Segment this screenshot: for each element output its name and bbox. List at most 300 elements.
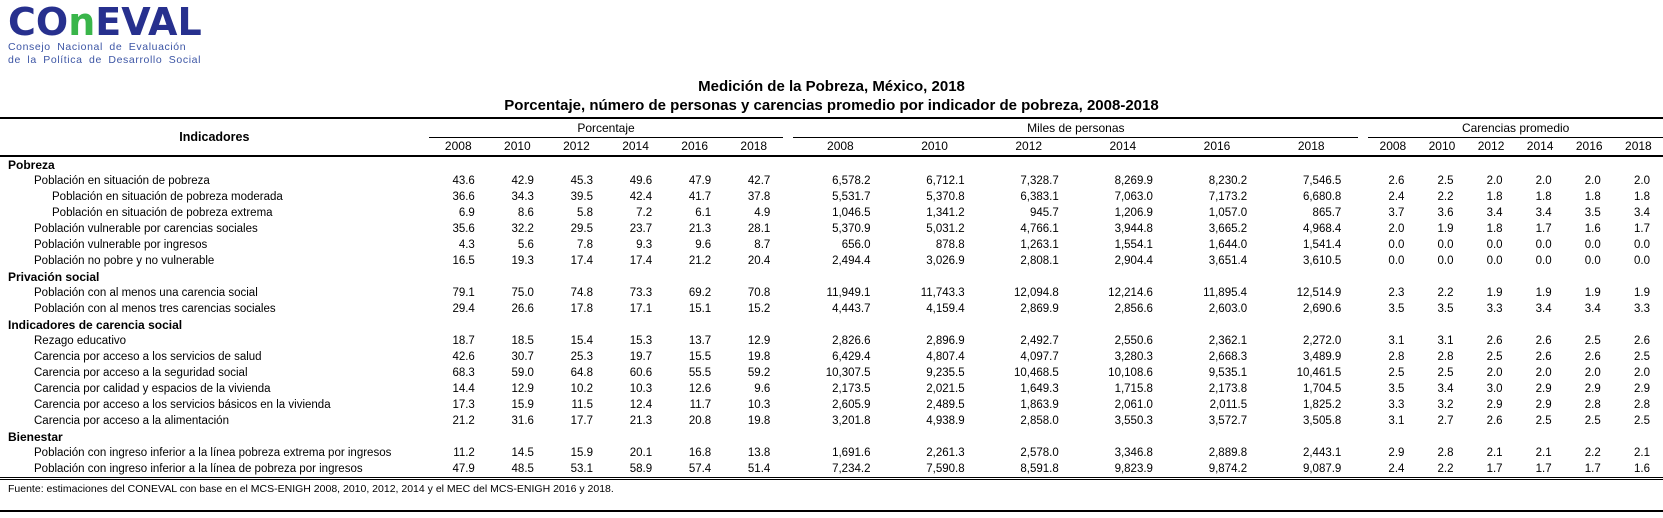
value-cell-mil: 2,858.0 bbox=[1020, 415, 1059, 427]
value-cell-car: 2.0 bbox=[1634, 367, 1650, 379]
value-cell-mil: 2,603.0 bbox=[1208, 303, 1248, 315]
value-cell-pct: 37.8 bbox=[747, 191, 771, 203]
value-cell-pct: 7.8 bbox=[577, 239, 594, 251]
value-cell-mil: 12,214.6 bbox=[1108, 287, 1153, 299]
column-gap bbox=[783, 413, 793, 429]
column-gap bbox=[783, 381, 793, 397]
value-cell-pct: 42.4 bbox=[629, 191, 653, 203]
value-cell-pct: 35.6 bbox=[452, 223, 475, 235]
value-cell-pct: 23.7 bbox=[629, 223, 653, 235]
value-cell-pct: 79.1 bbox=[452, 287, 475, 299]
year-header: 2016 bbox=[665, 137, 724, 156]
column-gap bbox=[783, 365, 793, 381]
value-cell-pct: 18.5 bbox=[511, 335, 534, 347]
value-cell-car: 2.0 bbox=[1486, 367, 1503, 379]
value-cell-pct: 6.1 bbox=[695, 207, 712, 219]
value-cell-pct: 26.6 bbox=[511, 303, 534, 315]
value-cell-mil: 11,949.1 bbox=[826, 287, 871, 299]
value-cell-pct: 12.6 bbox=[688, 383, 712, 395]
value-cell-pct: 29.4 bbox=[452, 303, 475, 315]
value-cell-pct: 15.4 bbox=[570, 335, 594, 347]
value-cell-pct: 8.7 bbox=[754, 239, 771, 251]
column-gap bbox=[1358, 237, 1368, 253]
table-row bbox=[0, 205, 1663, 221]
value-cell-car: 2.0 bbox=[1584, 175, 1601, 187]
value-cell-mil: 3,489.9 bbox=[1302, 351, 1342, 363]
column-gap bbox=[783, 301, 793, 317]
value-cell-mil: 2,826.6 bbox=[832, 335, 871, 347]
value-cell-car: 1.9 bbox=[1634, 287, 1650, 299]
value-cell-car: 3.4 bbox=[1535, 303, 1552, 315]
indicators-column-header: Indicadores bbox=[0, 118, 429, 156]
value-cell-pct: 59.2 bbox=[747, 367, 771, 379]
value-cell-pct: 19.8 bbox=[747, 351, 771, 363]
column-gap bbox=[783, 285, 793, 301]
value-cell-pct: 68.3 bbox=[452, 367, 475, 379]
value-cell-car: 2.8 bbox=[1634, 399, 1650, 411]
table-row bbox=[0, 365, 1663, 381]
value-cell-pct: 10.3 bbox=[747, 399, 771, 411]
value-cell-pct: 43.6 bbox=[452, 175, 475, 187]
year-header: 2008 bbox=[1368, 137, 1417, 156]
value-cell-car: 3.1 bbox=[1437, 335, 1454, 347]
value-cell-mil: 2,492.7 bbox=[1020, 335, 1059, 347]
value-cell-car: 0.0 bbox=[1634, 239, 1650, 251]
value-cell-mil: 2,808.1 bbox=[1020, 255, 1059, 267]
year-header: 2010 bbox=[488, 137, 547, 156]
value-cell-mil: 9,823.9 bbox=[1076, 461, 1170, 479]
value-cell-mil: 1,554.1 bbox=[1114, 239, 1153, 251]
value-cell-mil: 7,063.0 bbox=[1114, 191, 1153, 203]
value-cell-car: 2.5 bbox=[1634, 351, 1650, 363]
value-cell-pct: 15.9 bbox=[511, 399, 534, 411]
value-cell-mil: 6,383.1 bbox=[1020, 191, 1059, 203]
year-header: 2018 bbox=[724, 137, 783, 156]
value-cell-mil: 10,461.5 bbox=[1296, 367, 1342, 379]
indicator-label: Carencia por calidad y espacios de la vivienda bbox=[34, 383, 271, 395]
table-row bbox=[0, 333, 1663, 349]
value-cell-pct: 15.1 bbox=[688, 303, 712, 315]
value-cell-pct: 73.3 bbox=[629, 287, 653, 299]
value-cell-mil: 878.8 bbox=[935, 239, 965, 251]
value-cell-mil: 2,061.0 bbox=[1114, 399, 1153, 411]
value-cell-mil: 865.7 bbox=[1312, 207, 1342, 219]
value-cell-pct: 9.6 bbox=[695, 239, 712, 251]
year-header: 2014 bbox=[606, 137, 665, 156]
value-cell-pct: 48.5 bbox=[488, 461, 547, 479]
column-gap bbox=[783, 333, 793, 349]
value-cell-pct: 19.7 bbox=[629, 351, 653, 363]
value-cell-mil: 4,938.9 bbox=[926, 415, 965, 427]
value-cell-car: 2.0 bbox=[1388, 223, 1405, 235]
value-cell-pct: 8.6 bbox=[517, 207, 534, 219]
value-cell-car: 2.6 bbox=[1535, 351, 1552, 363]
value-cell-car: 0.0 bbox=[1437, 255, 1454, 267]
indicator-label: Población con ingreso inferior a la línea pobreza extrema por ingresos bbox=[34, 447, 392, 459]
year-header: 2014 bbox=[1516, 137, 1565, 156]
column-gap bbox=[783, 237, 793, 253]
value-cell-pct: 17.3 bbox=[452, 399, 475, 411]
indicator-label: Población con al menos una carencia social bbox=[34, 287, 258, 299]
value-cell-mil: 2,668.3 bbox=[1208, 351, 1248, 363]
column-gap bbox=[1358, 413, 1368, 429]
table-row bbox=[0, 221, 1663, 237]
value-cell-car: 3.4 bbox=[1437, 383, 1454, 395]
value-cell-mil: 6,712.1 bbox=[926, 175, 965, 187]
value-cell-mil: 2,578.0 bbox=[1020, 447, 1059, 459]
year-header: 2012 bbox=[982, 137, 1076, 156]
value-cell-car: 1.7 bbox=[1634, 223, 1650, 235]
value-cell-pct: 18.7 bbox=[452, 335, 475, 347]
value-cell-mil: 7,234.2 bbox=[793, 461, 887, 479]
year-header: 2018 bbox=[1264, 137, 1358, 156]
year-header: 2018 bbox=[1614, 137, 1663, 156]
value-cell-mil: 2,605.9 bbox=[832, 399, 871, 411]
value-cell-car: 0.0 bbox=[1535, 255, 1552, 267]
value-cell-car: 3.7 bbox=[1388, 207, 1405, 219]
value-cell-car: 1.8 bbox=[1634, 191, 1650, 203]
value-cell-mil: 7,328.7 bbox=[1020, 175, 1059, 187]
value-cell-pct: 16.8 bbox=[688, 447, 712, 459]
value-cell-mil: 6,429.4 bbox=[832, 351, 871, 363]
value-cell-car: 2.5 bbox=[1437, 175, 1454, 187]
value-cell-mil: 2,272.0 bbox=[1302, 335, 1342, 347]
value-cell-car: 2.0 bbox=[1535, 175, 1552, 187]
value-cell-pct: 28.1 bbox=[747, 223, 771, 235]
column-gap bbox=[1358, 397, 1368, 413]
value-cell-pct: 15.9 bbox=[570, 447, 594, 459]
section-label: Privación social bbox=[8, 270, 100, 284]
value-cell-pct: 14.4 bbox=[452, 383, 475, 395]
value-cell-car: 2.5 bbox=[1584, 415, 1601, 427]
indicator-label: Población vulnerable por carencias sociales bbox=[34, 223, 258, 235]
value-cell-mil: 4,159.4 bbox=[926, 303, 965, 315]
value-cell-mil: 3,280.3 bbox=[1114, 351, 1153, 363]
value-cell-car: 2.5 bbox=[1634, 415, 1650, 427]
value-cell-pct: 55.5 bbox=[688, 367, 712, 379]
value-cell-car: 3.5 bbox=[1388, 383, 1405, 395]
indicator-label: Carencia por acceso a los servicios básicos en la vivienda bbox=[34, 399, 331, 411]
value-cell-mil: 3,572.7 bbox=[1208, 415, 1248, 427]
value-cell-car: 2.1 bbox=[1634, 447, 1650, 459]
value-cell-car: 2.2 bbox=[1417, 461, 1466, 479]
value-cell-car: 2.4 bbox=[1388, 191, 1405, 203]
value-cell-car: 1.9 bbox=[1486, 287, 1503, 299]
value-cell-mil: 3,346.8 bbox=[1114, 447, 1153, 459]
value-cell-mil: 7,590.8 bbox=[887, 461, 981, 479]
value-cell-car: 1.7 bbox=[1535, 223, 1552, 235]
value-cell-car: 3.5 bbox=[1388, 303, 1405, 315]
value-cell-mil: 10,468.5 bbox=[1014, 367, 1059, 379]
value-cell-car: 3.0 bbox=[1486, 383, 1503, 395]
value-cell-mil: 1,644.0 bbox=[1208, 239, 1248, 251]
column-gap bbox=[783, 253, 793, 269]
value-cell-pct: 4.9 bbox=[754, 207, 771, 219]
value-cell-pct: 21.2 bbox=[688, 255, 712, 267]
value-cell-mil: 3,610.5 bbox=[1302, 255, 1342, 267]
column-gap bbox=[1358, 173, 1368, 189]
value-cell-car: 2.5 bbox=[1486, 351, 1503, 363]
value-cell-car: 1.7 bbox=[1565, 461, 1614, 479]
value-cell-pct: 21.3 bbox=[688, 223, 712, 235]
wordmark-green-n: n bbox=[68, 0, 96, 44]
value-cell-pct: 74.8 bbox=[570, 287, 594, 299]
value-cell-mil: 6,578.2 bbox=[832, 175, 871, 187]
value-cell-car: 2.6 bbox=[1634, 335, 1650, 347]
value-cell-pct: 32.2 bbox=[511, 223, 534, 235]
value-cell-mil: 2,173.8 bbox=[1208, 383, 1248, 395]
page-subtitle: Porcentaje, número de personas y carencias promedio por indicador de pobreza, 2008-2018 bbox=[504, 97, 1159, 114]
value-cell-car: 2.0 bbox=[1486, 175, 1503, 187]
value-cell-pct: 21.3 bbox=[629, 415, 653, 427]
value-cell-car: 1.6 bbox=[1584, 223, 1601, 235]
value-cell-mil: 3,201.8 bbox=[832, 415, 871, 427]
value-cell-pct: 29.5 bbox=[570, 223, 594, 235]
value-cell-mil: 3,665.2 bbox=[1208, 223, 1248, 235]
value-cell-car: 3.4 bbox=[1535, 207, 1552, 219]
value-cell-mil: 2,889.8 bbox=[1208, 447, 1248, 459]
value-cell-car: 0.0 bbox=[1388, 255, 1405, 267]
value-cell-car: 3.3 bbox=[1634, 303, 1650, 315]
value-cell-car: 2.2 bbox=[1584, 447, 1601, 459]
value-cell-mil: 7,546.5 bbox=[1302, 175, 1342, 187]
value-cell-mil: 1,691.6 bbox=[832, 447, 871, 459]
column-gap bbox=[783, 397, 793, 413]
value-cell-car: 1.8 bbox=[1584, 191, 1601, 203]
section-label: Indicadores de carencia social bbox=[8, 318, 183, 332]
value-cell-car: 3.1 bbox=[1388, 335, 1405, 347]
value-cell-mil: 12,514.9 bbox=[1296, 287, 1342, 299]
column-gap bbox=[1358, 205, 1368, 221]
value-cell-mil: 1,715.8 bbox=[1114, 383, 1153, 395]
value-cell-pct: 41.7 bbox=[688, 191, 712, 203]
value-cell-pct: 31.6 bbox=[511, 415, 534, 427]
value-cell-car: 3.4 bbox=[1486, 207, 1503, 219]
value-cell-car: 2.3 bbox=[1388, 287, 1405, 299]
value-cell-car: 0.0 bbox=[1535, 239, 1552, 251]
value-cell-mil: 7,173.2 bbox=[1208, 191, 1248, 203]
value-cell-pct: 13.8 bbox=[747, 447, 771, 459]
logo-tagline-line1: Consejo Nacional de Evaluación bbox=[8, 41, 187, 53]
value-cell-mil: 4,097.7 bbox=[1020, 351, 1059, 363]
indicator-label: Carencia por acceso a la alimentación bbox=[34, 415, 229, 427]
wordmark-blue-left: CO bbox=[8, 0, 69, 44]
value-cell-car: 2.1 bbox=[1535, 447, 1552, 459]
value-cell-pct: 69.2 bbox=[688, 287, 712, 299]
value-cell-mil: 9,535.1 bbox=[1208, 367, 1248, 379]
wordmark-blue-right: EVAL bbox=[95, 0, 202, 44]
value-cell-pct: 9.6 bbox=[754, 383, 771, 395]
value-cell-car: 2.9 bbox=[1486, 399, 1503, 411]
value-cell-mil: 11,895.4 bbox=[1203, 287, 1248, 299]
value-cell-pct: 19.3 bbox=[511, 255, 534, 267]
value-cell-pct: 12.4 bbox=[629, 399, 653, 411]
value-cell-pct: 17.7 bbox=[570, 415, 594, 427]
value-cell-mil: 3,651.4 bbox=[1208, 255, 1248, 267]
value-cell-mil: 2,443.1 bbox=[1302, 447, 1342, 459]
indicator-label: Población no pobre y no vulnerable bbox=[34, 255, 215, 267]
value-cell-pct: 7.2 bbox=[636, 207, 653, 219]
year-header: 2008 bbox=[793, 137, 887, 156]
value-cell-pct: 6.9 bbox=[458, 207, 475, 219]
value-cell-pct: 25.3 bbox=[570, 351, 594, 363]
value-cell-mil: 1,206.9 bbox=[1114, 207, 1153, 219]
column-gap bbox=[783, 445, 793, 461]
column-gap bbox=[783, 221, 793, 237]
value-cell-car: 0.0 bbox=[1437, 239, 1454, 251]
value-cell-pct: 15.3 bbox=[629, 335, 653, 347]
title-block bbox=[0, 0, 1663, 115]
table-row bbox=[0, 461, 1663, 479]
value-cell-car: 0.0 bbox=[1388, 239, 1405, 251]
group-header-porcentaje: Porcentaje bbox=[429, 118, 784, 137]
indicator-label: Población vulnerable por ingresos bbox=[34, 239, 208, 251]
value-cell-car: 0.0 bbox=[1584, 239, 1601, 251]
value-cell-pct: 20.4 bbox=[747, 255, 771, 267]
table-row bbox=[0, 349, 1663, 365]
value-cell-pct: 19.8 bbox=[747, 415, 771, 427]
column-gap bbox=[1358, 461, 1368, 479]
value-cell-car: 2.8 bbox=[1437, 447, 1454, 459]
table-row bbox=[0, 381, 1663, 397]
table-row bbox=[0, 285, 1663, 301]
value-cell-pct: 60.6 bbox=[629, 367, 653, 379]
value-cell-pct: 10.2 bbox=[570, 383, 594, 395]
value-cell-car: 2.6 bbox=[1486, 415, 1503, 427]
value-cell-pct: 20.8 bbox=[688, 415, 712, 427]
indicator-label: Población con ingreso inferior a la línea de pobreza por ingresos bbox=[0, 461, 429, 479]
value-cell-pct: 75.0 bbox=[511, 287, 534, 299]
value-cell-car: 1.8 bbox=[1486, 223, 1503, 235]
value-cell-pct: 13.7 bbox=[688, 335, 712, 347]
value-cell-car: 2.0 bbox=[1535, 367, 1552, 379]
value-cell-mil: 9,235.5 bbox=[926, 367, 965, 379]
value-cell-pct: 15.2 bbox=[747, 303, 771, 315]
value-cell-car: 2.2 bbox=[1437, 191, 1454, 203]
value-cell-car: 2.6 bbox=[1584, 351, 1601, 363]
column-gap bbox=[783, 173, 793, 189]
value-cell-mil: 5,370.9 bbox=[832, 223, 871, 235]
value-cell-mil: 2,489.5 bbox=[926, 399, 965, 411]
value-cell-mil: 1,263.1 bbox=[1020, 239, 1059, 251]
value-cell-mil: 2,896.9 bbox=[926, 335, 965, 347]
year-header: 2012 bbox=[547, 137, 606, 156]
value-cell-mil: 1,057.0 bbox=[1208, 207, 1248, 219]
value-cell-pct: 5.6 bbox=[517, 239, 534, 251]
value-cell-mil: 4,443.7 bbox=[832, 303, 871, 315]
value-cell-mil: 2,011.5 bbox=[1209, 399, 1248, 411]
value-cell-mil: 9,874.2 bbox=[1170, 461, 1264, 479]
group-header-carencias-promedio: Carencias promedio bbox=[1368, 118, 1663, 137]
column-group-header-row bbox=[0, 118, 1663, 137]
page-title: Medición de la Pobreza, México, 2018 bbox=[698, 78, 965, 95]
section-label: Bienestar bbox=[8, 430, 63, 444]
value-cell-pct: 12.9 bbox=[511, 383, 534, 395]
value-cell-pct: 5.8 bbox=[577, 207, 594, 219]
year-header: 2010 bbox=[1417, 137, 1466, 156]
table-row bbox=[0, 237, 1663, 253]
value-cell-car: 2.5 bbox=[1535, 415, 1552, 427]
year-header: 2008 bbox=[429, 137, 488, 156]
value-cell-pct: 15.5 bbox=[688, 351, 712, 363]
value-cell-pct: 53.1 bbox=[547, 461, 606, 479]
value-cell-car: 2.0 bbox=[1584, 367, 1601, 379]
value-cell-car: 3.1 bbox=[1388, 415, 1405, 427]
section-row bbox=[0, 269, 1663, 285]
value-cell-car: 3.3 bbox=[1388, 399, 1405, 411]
value-cell-mil: 4,766.1 bbox=[1020, 223, 1059, 235]
value-cell-car: 1.8 bbox=[1535, 191, 1552, 203]
value-cell-pct: 12.9 bbox=[747, 335, 771, 347]
value-cell-mil: 2,856.6 bbox=[1114, 303, 1153, 315]
value-cell-car: 0.0 bbox=[1634, 255, 1650, 267]
value-cell-pct: 45.3 bbox=[570, 175, 594, 187]
value-cell-pct: 17.4 bbox=[629, 255, 653, 267]
value-cell-mil: 3,505.8 bbox=[1302, 415, 1342, 427]
value-cell-pct: 14.5 bbox=[511, 447, 534, 459]
coneval-wordmark bbox=[8, 0, 202, 44]
column-gap bbox=[1358, 333, 1368, 349]
value-cell-pct: 47.9 bbox=[429, 461, 488, 479]
value-cell-pct: 11.5 bbox=[571, 399, 594, 411]
column-gap bbox=[1358, 118, 1368, 156]
value-cell-car: 2.0 bbox=[1634, 175, 1650, 187]
value-cell-mil: 2,362.1 bbox=[1208, 335, 1248, 347]
column-gap bbox=[783, 189, 793, 205]
year-header: 2014 bbox=[1076, 137, 1170, 156]
value-cell-mil: 8,591.8 bbox=[982, 461, 1076, 479]
value-cell-pct: 47.9 bbox=[688, 175, 712, 187]
indicator-label: Carencia por acceso a la seguridad social bbox=[34, 367, 248, 379]
value-cell-mil: 1,541.4 bbox=[1302, 239, 1342, 251]
value-cell-mil: 1,863.9 bbox=[1020, 399, 1059, 411]
value-cell-car: 2.7 bbox=[1437, 415, 1454, 427]
value-cell-mil: 8,230.2 bbox=[1208, 175, 1248, 187]
group-header-miles-de-personas: Miles de personas bbox=[793, 118, 1358, 137]
column-gap bbox=[1358, 285, 1368, 301]
column-gap bbox=[1358, 381, 1368, 397]
value-cell-car: 0.0 bbox=[1486, 255, 1503, 267]
value-cell-pct: 11.7 bbox=[689, 399, 712, 411]
value-cell-mil: 6,680.8 bbox=[1302, 191, 1342, 203]
value-cell-car: 3.5 bbox=[1437, 303, 1454, 315]
value-cell-car: 2.9 bbox=[1388, 447, 1405, 459]
value-cell-mil: 4,968.4 bbox=[1302, 223, 1342, 235]
value-cell-mil: 1,341.2 bbox=[926, 207, 965, 219]
value-cell-car: 1.9 bbox=[1437, 223, 1454, 235]
table-row bbox=[0, 173, 1663, 189]
value-cell-mil: 2,869.9 bbox=[1020, 303, 1059, 315]
value-cell-car: 3.5 bbox=[1584, 207, 1601, 219]
year-header: 2012 bbox=[1467, 137, 1516, 156]
value-cell-car: 0.0 bbox=[1486, 239, 1503, 251]
value-cell-mil: 2,904.4 bbox=[1114, 255, 1153, 267]
column-gap bbox=[1358, 253, 1368, 269]
value-cell-pct: 59.0 bbox=[511, 367, 534, 379]
value-cell-car: 2.5 bbox=[1437, 367, 1454, 379]
value-cell-car: 3.6 bbox=[1437, 207, 1454, 219]
value-cell-car: 1.7 bbox=[1467, 461, 1516, 479]
value-cell-mil: 656.0 bbox=[841, 239, 871, 251]
column-gap bbox=[1358, 349, 1368, 365]
value-cell-car: 3.4 bbox=[1584, 303, 1601, 315]
indicator-label: Carencia por acceso a los servicios de salud bbox=[34, 351, 262, 363]
section-label: Pobreza bbox=[8, 158, 55, 172]
indicator-label: Población en situación de pobreza bbox=[34, 175, 210, 187]
value-cell-car: 3.4 bbox=[1634, 207, 1650, 219]
value-cell-pct: 17.8 bbox=[570, 303, 594, 315]
value-cell-car: 1.9 bbox=[1584, 287, 1601, 299]
